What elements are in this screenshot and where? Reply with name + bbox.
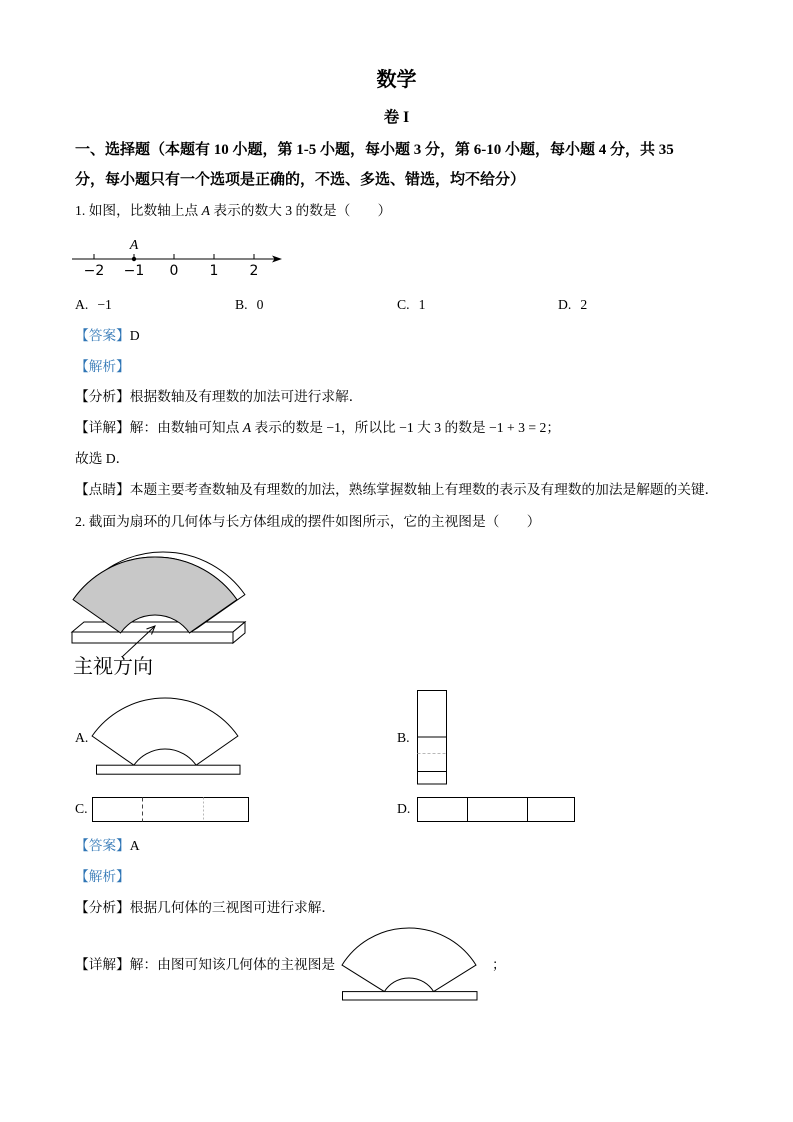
q1-option-b [235, 295, 263, 315]
q2-fenxi [75, 898, 335, 918]
option-text: −1 [97, 297, 112, 312]
fenxi-label: 【分析】 [75, 900, 130, 915]
fenxi-text: 根据几何体的三视图可进行求解． [129, 900, 336, 915]
q2-option-c-figure [93, 798, 249, 822]
answer-value: A [129, 838, 140, 853]
number-line-tick-label: −1 [123, 263, 145, 279]
q2-option-d-figure [418, 798, 575, 822]
option-letter: C. [397, 297, 410, 312]
front-view-base [343, 992, 478, 1000]
q2-xiangjie [75, 955, 335, 975]
fenxi-text: 根据数轴及有理数的加法可进行求解． [129, 389, 363, 404]
q1-conclusion: 故选 D． [75, 451, 130, 466]
q2-option-a-figure [92, 698, 240, 774]
top-view-rect [418, 798, 575, 822]
dianjing-label: 【点睛】 [75, 482, 130, 497]
fenxi-label: 【分析】 [75, 389, 130, 404]
xiangjie-math: −1 + 3 = 2 [489, 420, 547, 435]
dianjing-text: 本题主要考查数轴及有理数的加法，熟练掌握数轴上有理数的表示及有理数的加法是解题的关键． [129, 482, 719, 497]
box-front-face [72, 632, 233, 643]
option-text: 0 [256, 297, 264, 312]
q1-stem-text: 表示的数大 3 的数是（ ） [210, 203, 392, 218]
q2-solution-figure [342, 928, 477, 1000]
xiangjie-math: −1 [326, 420, 341, 435]
q1-option-a [75, 295, 112, 315]
q2-option-d-letter: D. [397, 801, 411, 816]
front-view-base [97, 765, 241, 774]
xiangjie-text: 解：由图可知该几何体的主视图是 [129, 957, 336, 972]
q1-number-line [72, 238, 282, 279]
section-heading-line-1: 一、选择题（本题有 10 小题，第 1-5 小题，每小题 3 分，第 6-10 小题，每小题 4 分，共 35 [75, 142, 674, 158]
point-a-dot [132, 257, 136, 261]
number-line-tick-label: 0 [169, 263, 179, 279]
number-line-tick-label: −2 [83, 263, 105, 279]
q1-xiangjie [75, 418, 560, 438]
point-a-label: A [129, 238, 139, 253]
xiangjie-math: −1 [399, 420, 414, 435]
xiangjie-label: 【详解】 [75, 957, 130, 972]
xiangjie-label: 【详解】 [75, 420, 130, 435]
xiangjie-text: 解：由数轴可知点 [129, 420, 243, 435]
q2-option-b-letter: B. [397, 730, 410, 745]
q2-ornament-figure [72, 552, 245, 678]
top-view-rect [93, 798, 249, 822]
option-letter: D. [558, 297, 572, 312]
option-text: 1 [418, 297, 426, 312]
xiangjie-text: ，所以比 [340, 420, 400, 435]
number-line-tick-label: 2 [249, 263, 259, 279]
front-view-fan [92, 698, 238, 765]
answer-label: 【答案】 [75, 838, 130, 853]
q1-stem-variable: A [201, 203, 210, 218]
section-heading-line-2: 分，每小题只有一个选项是正确的，不选、多选、错选，均不给分） [75, 172, 526, 188]
q1-option-d [558, 295, 587, 315]
box-top-face [72, 622, 245, 632]
q2-stem: 2. 截面为扇环的几何体与长方体组成的摆件如图所示，它的主视图是（ ） [75, 514, 541, 529]
q1-stem [75, 201, 391, 221]
option-text: 2 [580, 297, 588, 312]
front-view-fan [342, 928, 476, 992]
q2-analysis-label: 【解析】 [75, 869, 130, 884]
option-letter: B. [235, 297, 248, 312]
answer-value: D [129, 328, 140, 343]
q2-option-a-letter: A. [75, 730, 89, 745]
q1-dianjing [75, 480, 718, 500]
q2-option-c-letter: C. [75, 801, 88, 816]
number-line-tick-label: 1 [209, 263, 219, 279]
q2-xiangjie-end: ； [492, 957, 506, 972]
q2-answer [75, 836, 140, 856]
answer-label: 【答案】 [75, 328, 130, 343]
xiangjie-text: 表示的数是 [251, 420, 327, 435]
q1-answer [75, 326, 140, 346]
q2-option-b-figure [418, 691, 447, 785]
q1-stem-text: 1. 如图，比数轴上点 [75, 203, 202, 218]
paper-subtitle: 卷 I [383, 109, 410, 126]
xiangjie-text: ； [546, 420, 561, 435]
xiangjie-variable: A [242, 420, 252, 435]
q1-option-c [397, 295, 425, 315]
q1-fenxi [75, 387, 362, 407]
q1-analysis-label: 【解析】 [75, 359, 130, 374]
option-letter: A. [75, 297, 89, 312]
view-direction-caption: 主视方向 [73, 654, 153, 678]
xiangjie-text: 大 3 的数是 [413, 420, 490, 435]
page-title: 数学 [376, 69, 417, 91]
